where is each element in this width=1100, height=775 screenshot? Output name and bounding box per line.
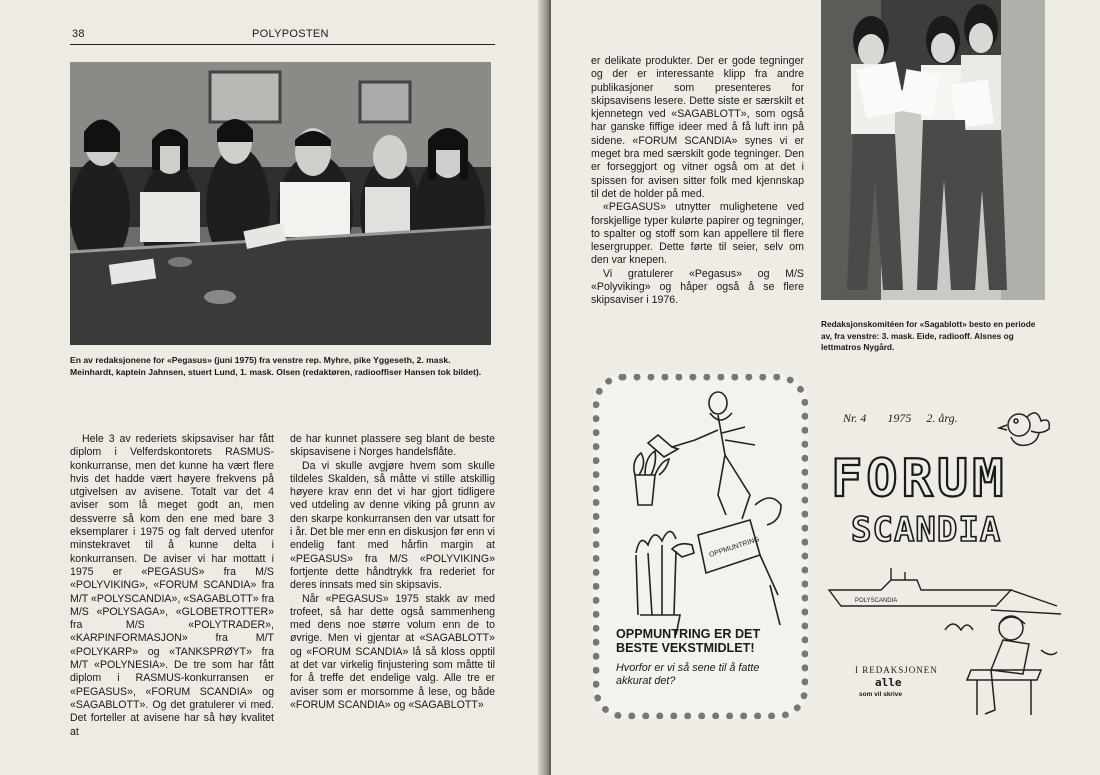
photo-illustration <box>821 0 1045 300</box>
paragraph: «PEGASUS» utnytter mulighetene ved forskjellige typer kulørte papirer og tegninger, to spalter og stoff som kan appellere til flere lesergrupper. Dette førte til seier, selv om den var knepen. <box>591 201 804 267</box>
logo-line-2: SCANDIA <box>851 510 1002 550</box>
can-label: OPPMUNTRING <box>708 536 761 559</box>
bird-icon <box>997 401 1055 451</box>
issue-number: Nr. 4 <box>843 411 867 425</box>
article-column-2 <box>290 433 495 712</box>
paragraph: Når «PEGASUS» 1975 stakk av med trofeet, så har dette også sammenheng med dens noe større volum enn de to øvrige. Men vi gjentar at «SAGABLOTT» og «FORUM SCANDIA» lå så kloss opptil at det var virkelig finjustering som måtte til for å treffe det endelige valg. Alle tre er aviser som er morsomme å lese, og både «FORUM SCANDIA» og «SAGABLOTT» <box>290 592 495 711</box>
logo-scandia <box>851 510 1051 554</box>
footer-alle: alle <box>875 676 902 689</box>
logo-forum <box>831 449 1059 509</box>
logo-line-1: FORUM <box>831 449 1008 509</box>
issue-info <box>843 411 958 426</box>
forum-scandia-cover <box>821 395 1061 725</box>
ship-name: POLYSCANDIA <box>855 598 898 604</box>
footer-skrive: som vil skrive <box>859 691 902 698</box>
issue-year: 1975 <box>887 411 912 425</box>
photo-caption: En av redaksjonene for «Pegasus» (juni 1975) fra venstre rep. Myhre, pike Yggeseth, 2. mask. Meinhardt, kaptein Jahnsen, stuert Lund, 1. mask. Olsen (redaktøren, radiooffiser Hansen tok bildet). <box>70 355 482 378</box>
issue-volume: 2. årg. <box>926 411 958 425</box>
left-page <box>0 0 546 775</box>
article-column-1 <box>70 433 274 739</box>
paragraph: Da vi skulle avgjøre hvem som skulle tildeles Skalden, så måtte vi stille atskillig høyere krav enn det vi har gjort tidligere ved utdeling av denne viking på grunn av den skarpe konkurransen den var utsatt for i år. Det ble mer enn en diskusjon før enn vi endelig fant med hårfin margin at «PEGASUS» fra M/S «POLYVIKING» fortjente dette håndtrykk fra rederiet for deres innsats med sin skipsavis. <box>290 459 495 592</box>
sagablott-committee-photo <box>821 0 1045 300</box>
photo-illustration <box>70 62 491 345</box>
cartoon-illustration <box>600 385 801 635</box>
headline-line-1: OPPMUNTRING ER DET <box>616 627 761 641</box>
right-page <box>551 0 1100 775</box>
pegasus-editorial-photo <box>70 62 491 345</box>
photo-caption: Redaksjonskomitéen for «Sagablott» besto en periode av, fra venstre: 3. mask. Eide, radiooff. Alsnes og lettmatros Nygård. <box>821 319 1036 353</box>
paragraph: Vi gratulerer «Pegasus» og M/S «Polyviking» og håper også å se flere skipsaviser i 1976. <box>591 267 804 307</box>
headline-line-2: BESTE VEKSTMIDLET! <box>616 641 755 655</box>
running-title: POLYPOSTEN <box>252 28 329 40</box>
footer-redaksjonen: I REDAKSJONEN <box>855 665 938 675</box>
writer-cartoon <box>941 610 1061 720</box>
ad-question: Hvorfor er vi så sene til å fatte akkurat det? <box>616 662 760 687</box>
header-rule <box>70 44 495 45</box>
paragraph: de har kunnet plassere seg blant de beste skipsavisene i Norges handelsflåte. <box>290 433 495 459</box>
paragraph: Hele 3 av rederiets skipsaviser har fått diplom i Velferdskontorets RASMUS-konkurranse, men det kunne ha vært flere hvis det hadde vært høyere frekvens på utgivelsen av avisene. Totalt var det 4 aviser som lå meget godt an, men dessverre så kom den ene med bare 3 eksemplarer i 1975 og falt derved utenfor minstekravet til å kunne delta i konkurransen. De aviser vi har mottatt i 1975 er «PEGASUS» fra M/S «POLYVIKING», «FORUM SCANDIA» fra M/T «POLYSCANDIA», «SAGABLOTT» fra M/S «POLYSAGA», «GLOBETROTTER» fra M/S «POLYTRADER», «KARPINFORMASJON» fra M/T «POLYKARP» og «TANKSPRØYT» fra M/T «POLYNESIA». De tre som har fått diplom i RASMUS-konkurransen er «PEGASUS», «FORUM SCANDIA» og «SAGABLOTT». Og det gratulerer vi med. Det forteller at avisene har så høy kvalitet at <box>70 433 274 738</box>
page-number: 38 <box>72 28 85 40</box>
paragraph: er delikate produkter. Der er gode tegninger og der er interessante klipp fra andre publikasjoner som presenteres for skipsavisens lesere. Dette siste er særskilt et kjennetegn ved «SAGABLOTT», som også har ganske fiffige ideer med å få luft inn på sidene. «FORUM SCANDIA» synes vi er meget bra med særskilt gode tegninger. Den er forseggjort og vitner også om at det i spissen for avisen sitter folk med kjennskap til det de holder på med. <box>591 55 804 200</box>
ad-headline <box>616 627 791 655</box>
article-column-3 <box>591 55 804 308</box>
encouragement-cartoon-ad <box>593 374 808 719</box>
